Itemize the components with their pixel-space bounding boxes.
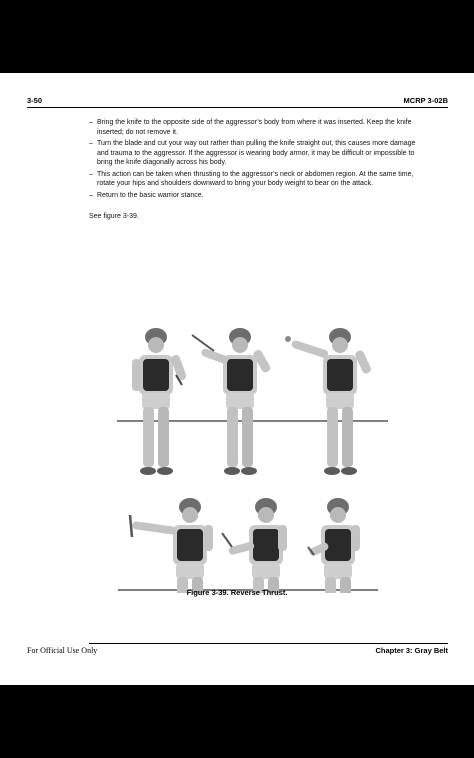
list-item-text: This action can be taken when thrusting to the aggressor’s neck or abdomen region. At the same time, rotate your hips and shoulders downward to bring your body weight to bear on the attack.: [97, 170, 414, 187]
soldier-figure-2: [192, 328, 272, 475]
bullet-marker: –: [89, 140, 93, 147]
list-item: [89, 170, 419, 189]
soldier-figure-1: [132, 328, 187, 475]
list-item-text: Return to the basic warrior stance.: [97, 191, 204, 199]
footer-classification: For Official Use Only: [27, 646, 98, 655]
document-id: MCRP 3-02B: [403, 96, 448, 105]
soldier-figure-4: [130, 498, 213, 593]
figure-caption: Figure 3-39. Reverse Thrust.: [186, 588, 288, 597]
list-item-text: Bring the knife to the opposite side of the aggressor’s body from where it was inserted. Keep the knife inserted; do not remove it.: [97, 119, 412, 136]
document-page: [0, 73, 474, 685]
list-item: [89, 139, 419, 168]
bullet-marker: –: [89, 119, 93, 126]
bullet-marker: –: [89, 191, 93, 199]
soldier-figure-6: [308, 498, 360, 593]
list-item: [89, 118, 419, 137]
header-rule: [27, 107, 448, 108]
reverse-thrust-figure: [0, 233, 474, 593]
footer-chapter: Chapter 3: Gray Belt: [375, 646, 448, 655]
footer-rule: [89, 643, 448, 644]
instruction-list: [89, 118, 419, 202]
list-item-text: Turn the blade and cut your way out rather than pulling the knife straight out, this causes more damage and trauma to the aggressor. If the aggressor is wearing body armor, it may be difficult or impossible to bring the knife diagonally across his body.: [97, 140, 416, 166]
list-item: [89, 191, 419, 201]
page-number: 3-50: [27, 96, 43, 105]
soldier-figure-3: [285, 328, 372, 475]
figure-reference: See figure 3-39.: [89, 213, 139, 220]
soldier-figure-5: [222, 498, 287, 593]
bullet-marker: –: [89, 170, 93, 178]
